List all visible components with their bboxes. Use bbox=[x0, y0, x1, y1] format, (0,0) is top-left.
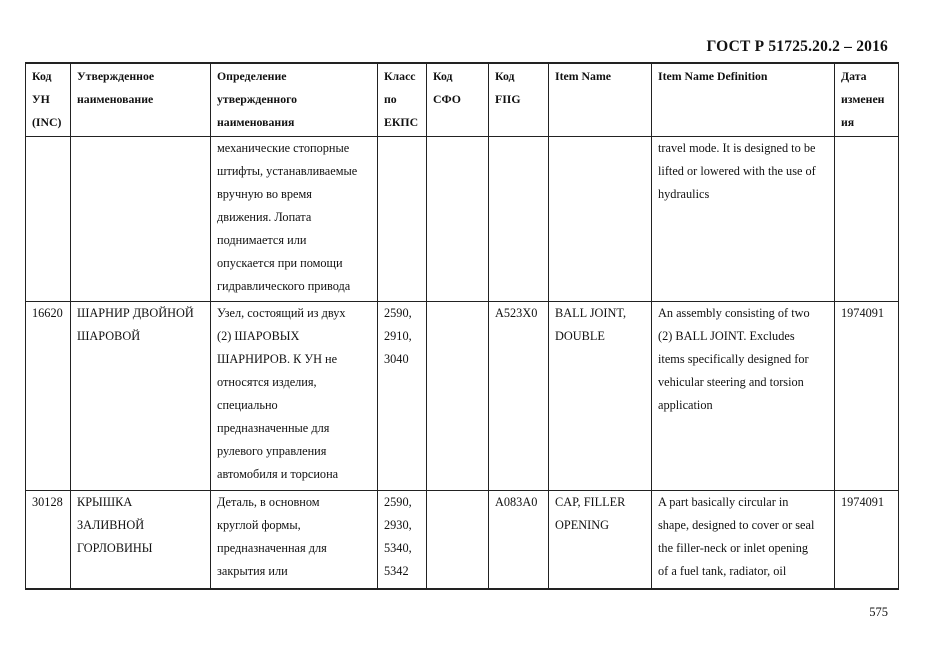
col-header-date: Дата изменен ия bbox=[835, 63, 899, 137]
cell-approved-name: ШАРНИР ДВОЙНОЙ ШАРОВОЙ bbox=[71, 302, 211, 491]
cell-definition: механические стопорные штифты, устанавливаемые вручную во время движения. Лопата поднимается или опускается при помощи гидравлического привода bbox=[211, 137, 378, 302]
col-header-fiig: Код FIIG bbox=[489, 63, 549, 137]
cell-fiig: A083A0 bbox=[489, 491, 549, 590]
cell-sfo bbox=[427, 137, 489, 302]
col-header-approved-name: Утвержденное наименование bbox=[71, 63, 211, 137]
cell-approved-name: КРЫШКА ЗАЛИВНОЙ ГОРЛОВИНЫ bbox=[71, 491, 211, 590]
cell-date: 1974091 bbox=[835, 302, 899, 491]
cell-date bbox=[835, 137, 899, 302]
table-header-row bbox=[26, 63, 899, 137]
cell-fiig bbox=[489, 137, 549, 302]
col-header-class: Класс по ЕКПС bbox=[378, 63, 427, 137]
cell-date: 1974091 bbox=[835, 491, 899, 590]
col-header-definition: Определение утвержденного наименования bbox=[211, 63, 378, 137]
cell-definition: Деталь, в основном круглой формы, предназначенная для закрытия или bbox=[211, 491, 378, 590]
col-header-item-name: Item Name bbox=[549, 63, 652, 137]
cell-definition: Узел, состоящий из двух (2) ШАРОВЫХ ШАРНИРОВ. К УН не относятся изделия, специально предназначенные для рулевого управления автомобиля и торсиона bbox=[211, 302, 378, 491]
col-header-sfo: Код СФО bbox=[427, 63, 489, 137]
cell-sfo bbox=[427, 302, 489, 491]
cell-item-name: CAP, FILLER OPENING bbox=[549, 491, 652, 590]
cell-item-name: BALL JOINT, DOUBLE bbox=[549, 302, 652, 491]
col-header-item-definition: Item Name Definition bbox=[652, 63, 835, 137]
cell-fiig: A523X0 bbox=[489, 302, 549, 491]
data-table bbox=[25, 62, 899, 590]
cell-class: 2590, 2910, 3040 bbox=[378, 302, 427, 491]
cell-inc: 16620 bbox=[26, 302, 71, 491]
table-row bbox=[26, 491, 899, 590]
cell-item-definition: An assembly consisting of two (2) BALL JOINT. Excludes items specifically designed for vehicular steering and torsion application bbox=[652, 302, 835, 491]
cell-item-definition: A part basically circular in shape, designed to cover or seal the filler-neck or inlet opening of a fuel tank, radiator, oil bbox=[652, 491, 835, 590]
page-number: 575 bbox=[869, 605, 888, 619]
cell-sfo bbox=[427, 491, 489, 590]
document-code: ГОСТ Р 51725.20.2 – 2016 bbox=[706, 38, 888, 55]
cell-inc bbox=[26, 137, 71, 302]
cell-item-name bbox=[549, 137, 652, 302]
cell-approved-name bbox=[71, 137, 211, 302]
col-header-inc: Код УН (INC) bbox=[26, 63, 71, 137]
table-row bbox=[26, 302, 899, 491]
cell-inc: 30128 bbox=[26, 491, 71, 590]
table-row bbox=[26, 137, 899, 302]
cell-class: 2590, 2930, 5340, 5342 bbox=[378, 491, 427, 590]
cell-item-definition: travel mode. It is designed to be lifted or lowered with the use of hydraulics bbox=[652, 137, 835, 302]
cell-class bbox=[378, 137, 427, 302]
